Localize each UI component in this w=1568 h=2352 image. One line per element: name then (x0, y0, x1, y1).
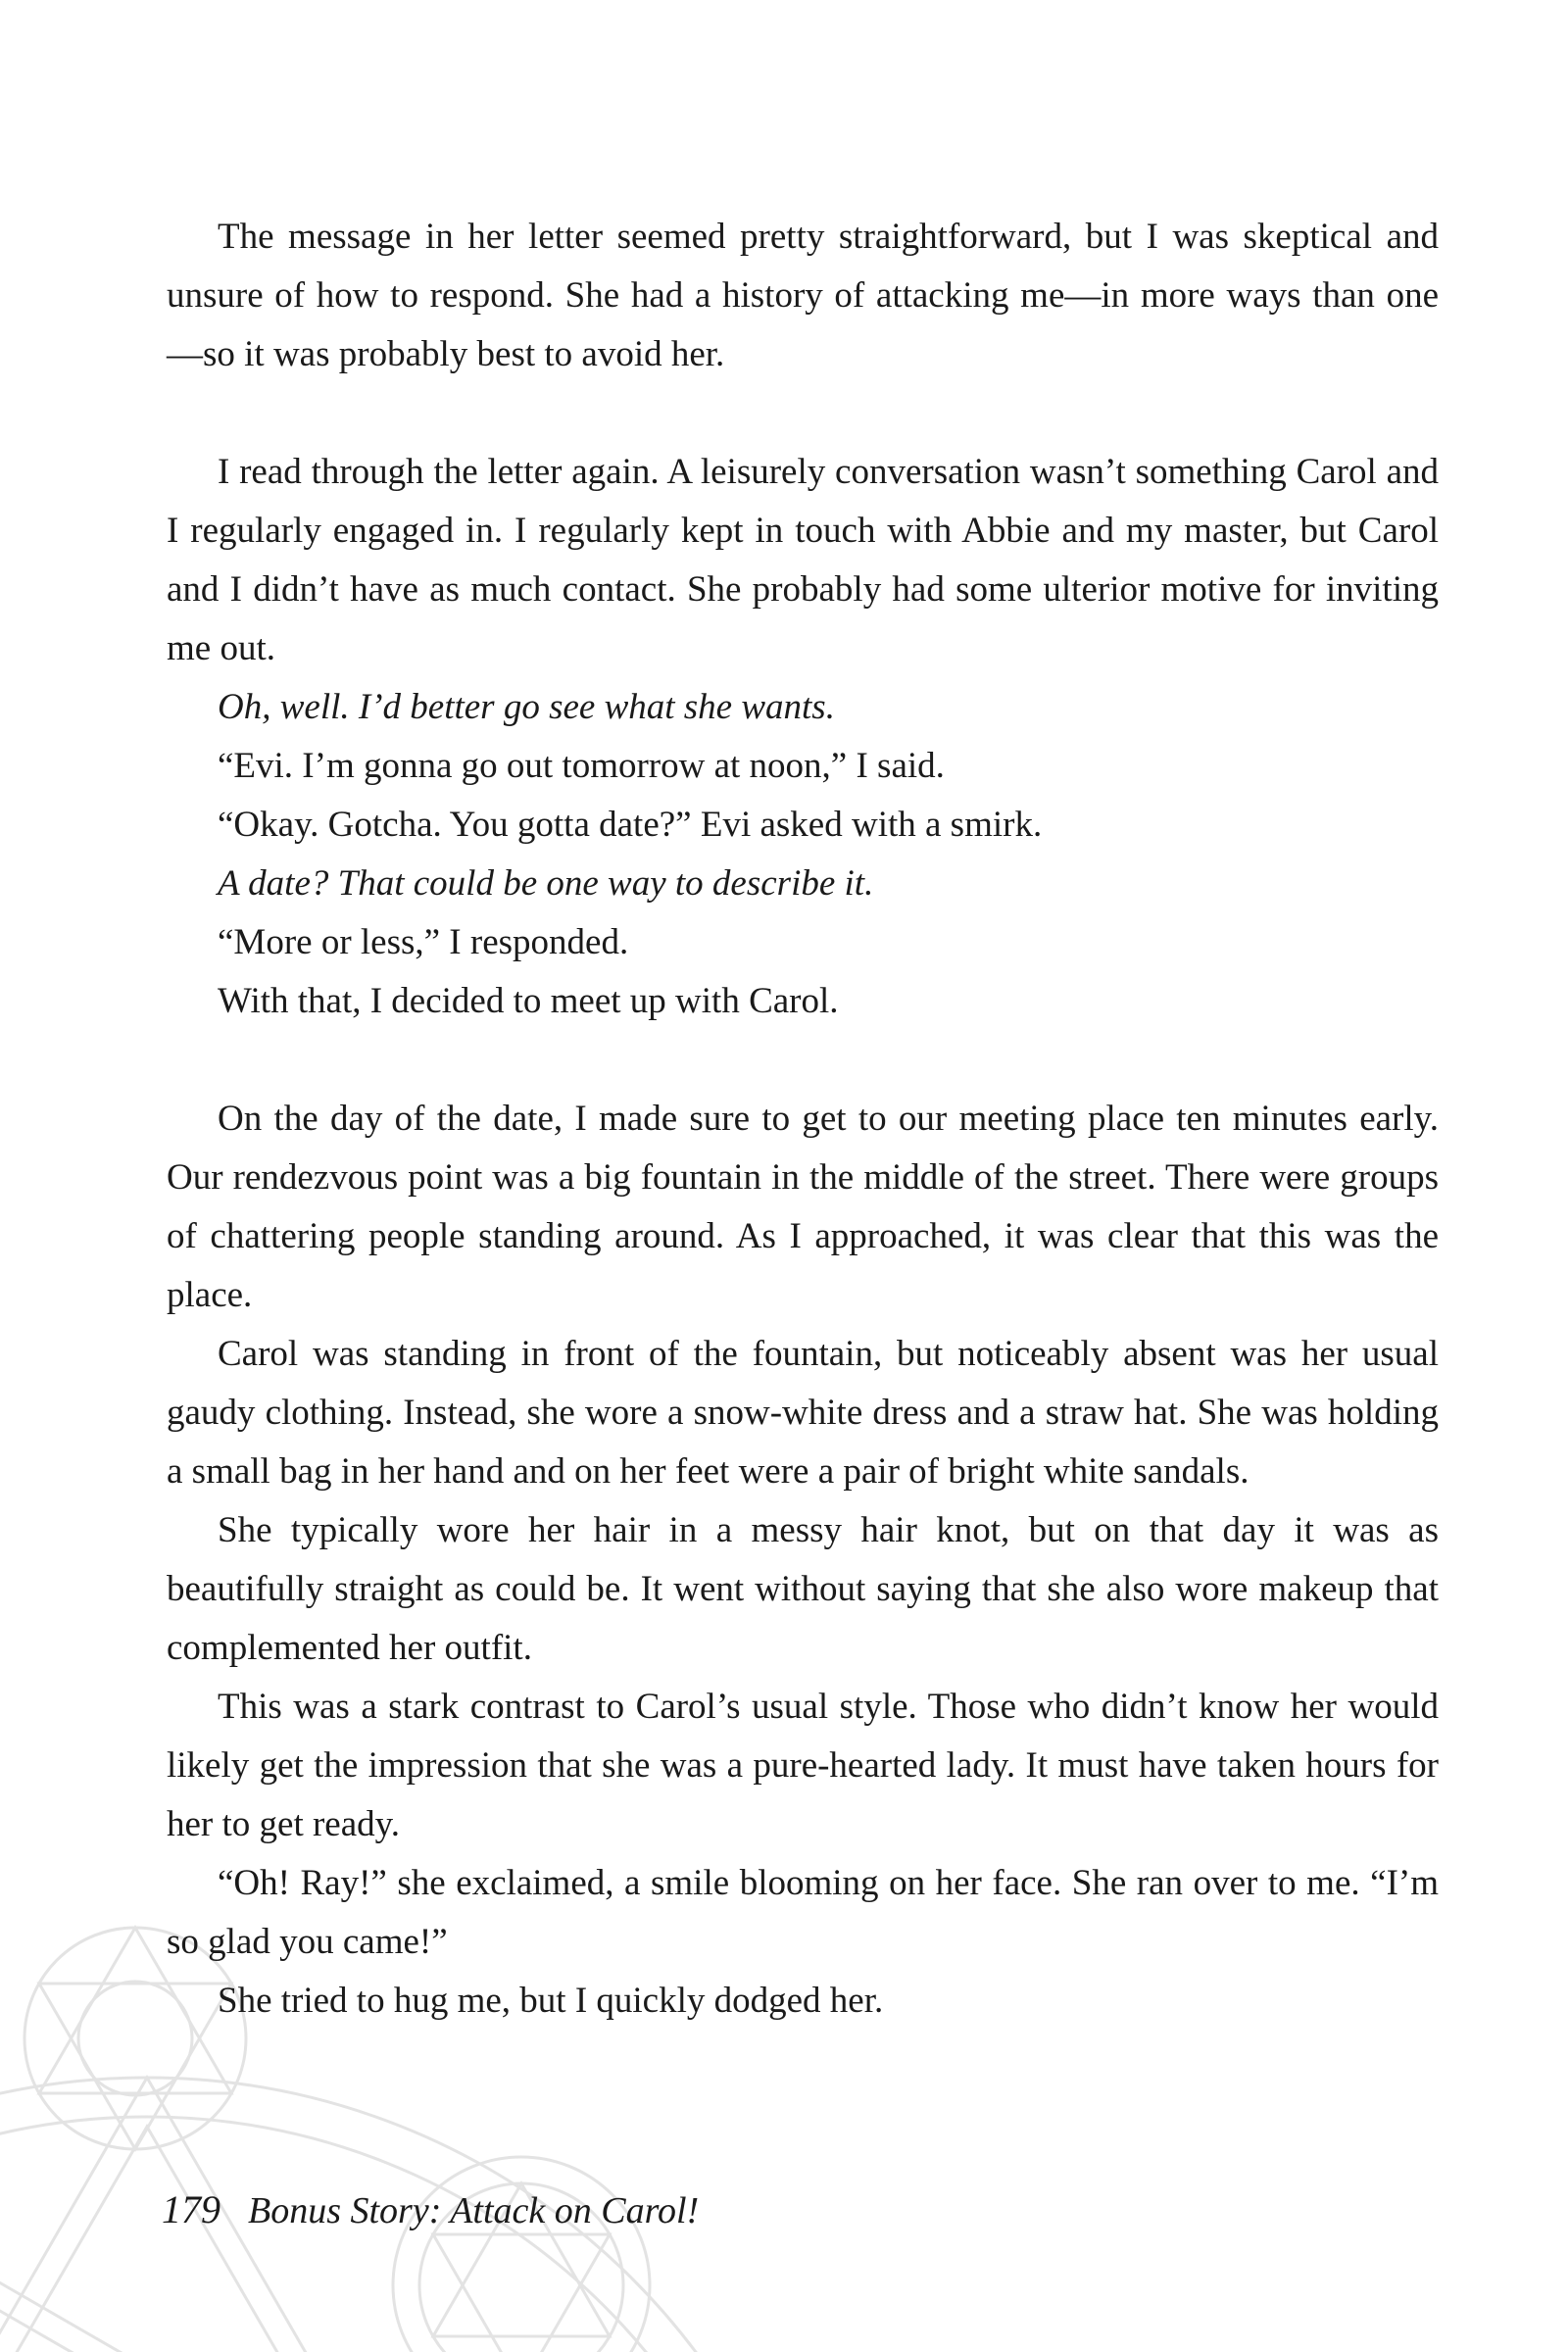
paragraph: On the day of the date, I made sure to get to our meeting place ten minutes early. Our rendezvous point was a big fountain in the middle of the street. There were groups of chattering people standing around. As I approached, it was clear that this was the place. (167, 1099, 1439, 1315)
paragraph: She typically wore her hair in a messy hair knot, but on that day it was as beautifully straight as could be. It went without saying that she also wore makeup that complemented her outfit. (167, 1510, 1439, 1668)
inner-thought-line: Oh, well. I’d better go see what she wants. (218, 687, 835, 727)
paragraph: This was a stark contrast to Carol’s usual style. Those who didn’t know her would likely get the impression that she was a pure-hearted lady. It must have taken hours for her to get ready. (167, 1687, 1439, 1844)
dialogue-line: “Evi. I’m gonna go out tomorrow at noon,” I said. (218, 746, 945, 786)
footer-title: Bonus Story: Attack on Carol! (248, 2190, 700, 2231)
dialogue-line: “Okay. Gotcha. You gotta date?” Evi asked with a smirk. (218, 805, 1043, 845)
dialogue-line: “More or less,” I responded. (218, 922, 629, 962)
paragraph: I read through the letter again. A leisurely conversation wasn’t something Carol and I regularly engaged in. I regularly kept in touch with Abbie and my master, but Carol and I didn’t have as much contact. She probably had some ulterior motive for inviting me out. (167, 452, 1439, 668)
page-number: 179 (162, 2187, 220, 2231)
paragraph: She tried to hug me, but I quickly dodged her. (218, 1981, 884, 2021)
dialogue-line: “Oh! Ray!” she exclaimed, a smile blooming on her face. She ran over to me. “I’m so glad you came!” (167, 1863, 1439, 1962)
inner-thought-line: A date? That could be one way to describe it. (218, 863, 874, 904)
paragraph: The message in her letter seemed pretty straightforward, but I was skeptical and unsure of how to respond. She had a history of attacking me—in more ways than one—so it was probably best to avoid her. (167, 217, 1439, 374)
paragraph: Carol was standing in front of the fountain, but noticeably absent was her usual gaudy clothing. Instead, she wore a snow-white dress and a straw hat. She was holding a small bag in her hand and on her feet were a pair of bright white sandals. (167, 1334, 1439, 1492)
body-text (167, 208, 1439, 2031)
page-footer (162, 2180, 699, 2248)
paragraph: With that, I decided to meet up with Carol. (218, 981, 839, 1021)
